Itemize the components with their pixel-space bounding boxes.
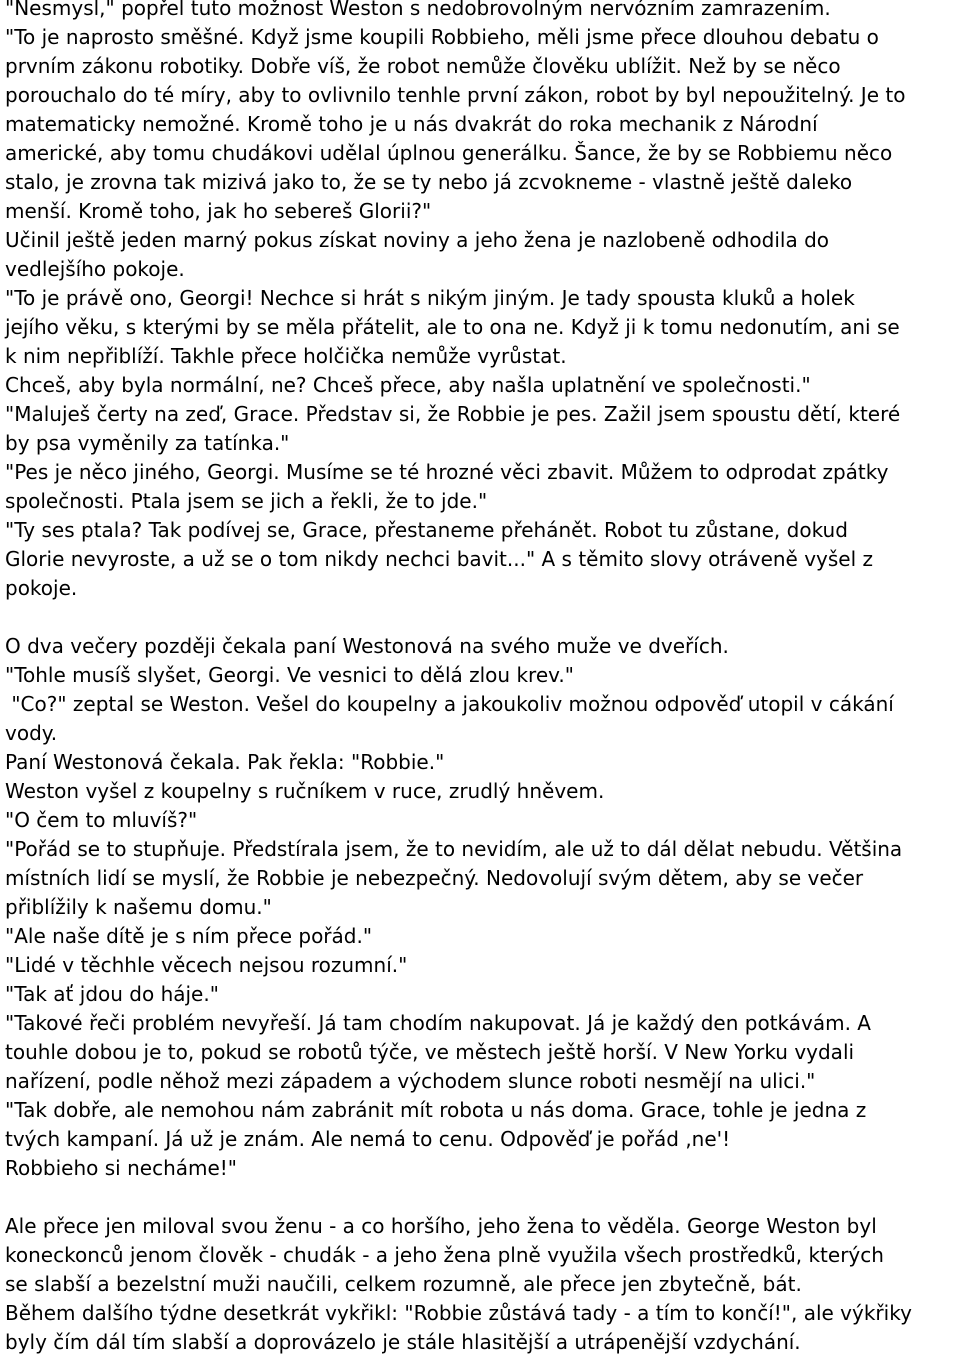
text-line: prvním zákonu robotiky. Dobře víš, že robot nemůže člověku ublížit. Než by se něco bbox=[5, 54, 841, 78]
text-line: Ale přece jen miloval svou ženu - a co horšího, jeho žena to věděla. George Weston byl bbox=[5, 1214, 877, 1238]
text-line: jejího věku, s kterými by se měla přátelit, ale to ona ne. Když ji k tomu nedonutím, ani se bbox=[5, 315, 900, 339]
text-line: místních lidí se myslí, že Robbie je nebezpečný. Nedovolují svým dětem, aby se večer bbox=[5, 866, 864, 890]
text-line: pokoje. bbox=[5, 576, 78, 600]
text-line: nařízení, podle něhož mezi západem a východem slunce roboti nesmějí na ulici." bbox=[5, 1069, 816, 1093]
text-line: by psa vyměnily za tatínka." bbox=[5, 431, 290, 455]
text-line: společnosti. Ptala jsem se jich a řekli, že to jde." bbox=[5, 489, 488, 513]
text-line: "Pes je něco jiného, Georgi. Musíme se té hrozné věci zbavit. Můžem to odprodat zpátky bbox=[5, 460, 889, 484]
text-line: "Pořád se to stupňuje. Předstírala jsem, že to nevidím, ale už to dál dělat nebudu. Většina bbox=[5, 837, 903, 861]
text-line: "Ale naše dítě je s ním přece pořád." bbox=[5, 924, 373, 948]
text-line: koneckonců jenom člověk - chudák - a jeho žena plně využila všech prostředků, kterých bbox=[5, 1243, 884, 1267]
text-line: O dva večery později čekala paní Westonová na svého muže ve dveřích. bbox=[5, 634, 729, 658]
text-line: tvých kampaní. Já už je znám. Ale nemá to cenu. Odpověď je pořád ,ne'! bbox=[5, 1127, 731, 1151]
text-line: "Maluješ čerty na zeď, Grace. Představ si, že Robbie je pes. Zažil jsem spoustu dětí, které bbox=[5, 402, 901, 426]
text-line: "Co?" zeptal se Weston. Vešel do koupelny a jakoukoliv možnou odpověď utopil v cákání bbox=[5, 692, 894, 716]
text-line: porouchalo do té míry, aby to ovlivnilo tenhle první zákon, robot by byl nepoužitelný. Je to bbox=[5, 83, 906, 107]
text-line: stalo, je zrovna tak mizivá jako to, že se ty nebo já zcvokneme - vlastně ještě daleko bbox=[5, 170, 853, 194]
text-line: "To je právě ono, Georgi! Nechce si hrát s nikým jiným. Je tady spousta kluků a holek bbox=[5, 286, 855, 310]
text-line: Glorie nevyroste, a už se o tom nikdy nechci bavit..." A s těmito slovy otráveně vyšel z bbox=[5, 547, 874, 571]
text-line: matematicky nemožné. Kromě toho je u nás dvakrát do roka mechanik z Národní bbox=[5, 112, 818, 136]
text-line: byly čím dál tím slabší a doprovázelo je stále hlasitější a utrápenější vzdychání. bbox=[5, 1330, 801, 1354]
text-line: "Takové řeči problém nevyřeší. Já tam chodím nakupovat. Já je každý den potkávám. A bbox=[5, 1011, 871, 1035]
blank-line bbox=[5, 603, 960, 632]
text-line: Robbieho si necháme!" bbox=[5, 1156, 238, 1180]
text-line: "Ty ses ptala? Tak podívej se, Grace, přestaneme přehánět. Robot tu zůstane, dokud bbox=[5, 518, 848, 542]
text-line: Paní Westonová čekala. Pak řekla: "Robbie." bbox=[5, 750, 445, 774]
text-line: se slabší a bezelstní muži naučili, celkem rozumně, ale přece jen zbytečně, bát. bbox=[5, 1272, 802, 1296]
text-line: americké, aby tomu chudákovi udělal úplnou generálku. Šance, že by se Robbiemu něco bbox=[5, 141, 893, 165]
text-line: "Nesmysl," popřel tuto možnost Weston s nedobrovolným nervózním zamrazením. bbox=[5, 0, 831, 20]
text-line: vedlejšího pokoje. bbox=[5, 257, 185, 281]
text-line: "Lidé v těchhle věcech nejsou rozumní." bbox=[5, 953, 408, 977]
text-line: vody. bbox=[5, 721, 58, 745]
text-line: menší. Kromě toho, jak ho sebereš Glorii?" bbox=[5, 199, 432, 223]
text-line: "To je naprosto směšné. Když jsme koupili Robbieho, měli jsme přece dlouhou debatu o bbox=[5, 25, 879, 49]
text-line: "Tak ať jdou do háje." bbox=[5, 982, 219, 1006]
text-line: Během dalšího týdne desetkrát vykřikl: "Robbie zůstává tady - a tím to končí!", ale výkřiky bbox=[5, 1301, 912, 1325]
text-line: k nim nepřiblíží. Takhle přece holčička nemůže vyrůstat. bbox=[5, 344, 567, 368]
text-body bbox=[5, 0, 960, 1357]
text-line: "Tohle musíš slyšet, Georgi. Ve vesnici to dělá zlou krev." bbox=[5, 663, 574, 687]
blank-line bbox=[5, 1183, 960, 1212]
text-line: "Tak dobře, ale nemohou nám zabránit mít robota u nás doma. Grace, tohle je jedna z bbox=[5, 1098, 867, 1122]
text-line: touhle dobou je to, pokud se robotů týče, ve městech ještě horší. V New Yorku vydali bbox=[5, 1040, 855, 1064]
text-line: Chceš, aby byla normální, ne? Chceš přece, aby našla uplatnění ve společnosti." bbox=[5, 373, 811, 397]
text-line: Učinil ještě jeden marný pokus získat noviny a jeho žena je nazlobeně odhodila do bbox=[5, 228, 829, 252]
text-line: "O čem to mluvíš?" bbox=[5, 808, 198, 832]
text-line: Weston vyšel z koupelny s ručníkem v ruce, zrudlý hněvem. bbox=[5, 779, 605, 803]
text-line: přiblížily k našemu domu." bbox=[5, 895, 272, 919]
